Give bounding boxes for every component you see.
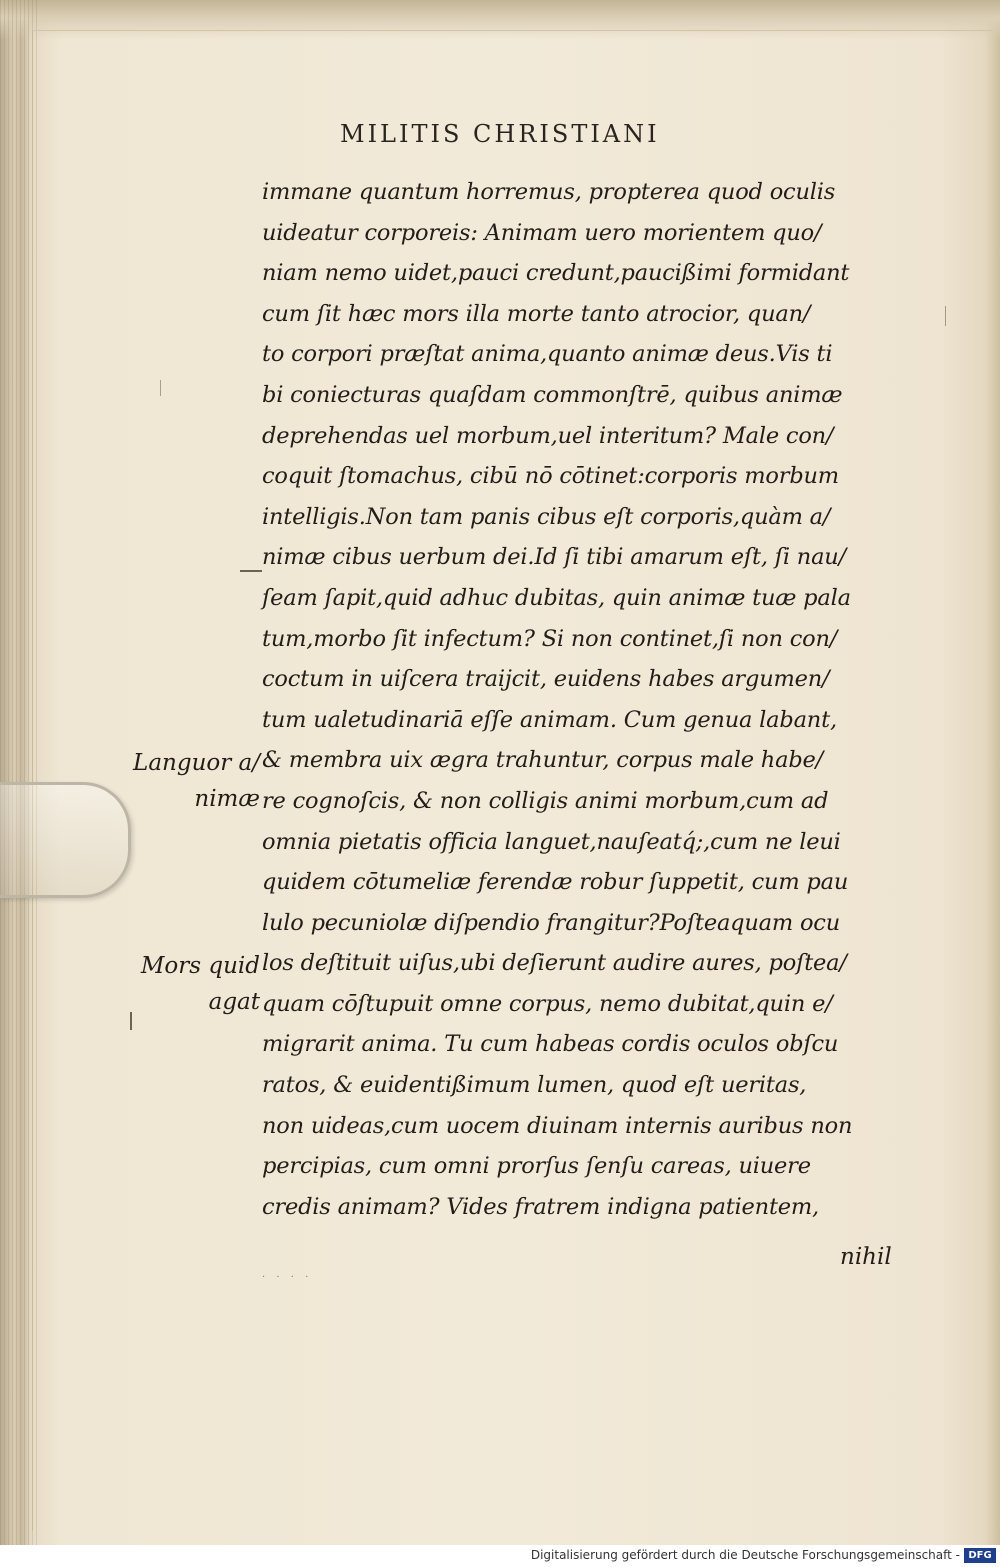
text-line: tum,morbo ſit infectum? Si non continet,ſi non con/ [262, 625, 838, 652]
text-line: immane quantum horremus, propterea quod oculis [262, 179, 836, 205]
text-line: ſeam ſapit,quid adhuc dubitas, quin animæ tuæ pala [262, 584, 851, 611]
marginal-note-languor [92, 745, 260, 817]
text-line: niam nemo uidet,pauci credunt,paucißimi formidant [262, 260, 850, 287]
marginal-note-mors [92, 948, 260, 1020]
text-line: bi coniecturas quaſdam commonſtrē, quibus animæ [262, 381, 843, 408]
text-line: nimæ cibus uerbum dei.Id ſi tibi amarum eſt, ſi nau/ [262, 544, 846, 571]
marginal-note-line: agat [208, 989, 260, 1015]
margin-tick-mark [160, 380, 161, 396]
text-line: ratos, & euidentißimum lumen, quod eſt ueritas, [262, 1072, 807, 1099]
margin-tick-mark [945, 306, 946, 326]
text-line: intelligis.Non tam panis cibus eſt corporis,quàm a/ [262, 503, 831, 530]
text-line: deprehendas uel morbum,uel interitum? Male con/ [262, 422, 834, 449]
text-line: lulo pecuniolæ diſpendio frangitur?Poſteaquam ocu [262, 909, 841, 936]
margin-dash-mark [240, 570, 262, 572]
text-line: coquit ſtomachus, cibū nō cōtinet:corporis morbum [262, 463, 839, 490]
footer-credit: Digitalisierung gefördert durch die Deutsche Forschungsgemeinschaft - [530, 1548, 960, 1562]
catchword: nihil [840, 1244, 892, 1270]
text-line: & membra uix ægra trahuntur, corpus male habe/ [262, 747, 824, 774]
text-line: los deſtituit uiſus,ubi deſierunt audire aures, poſtea/ [262, 950, 847, 977]
text-line: credis animam? Vides fratrem indigna patientem, [262, 1193, 819, 1220]
ink-specks: · · · · [262, 1272, 313, 1283]
running-head: MILITIS CHRISTIANI [340, 120, 660, 148]
marginal-note-line: Languor a/ [133, 750, 260, 776]
text-line: to corpori præſtat anima,quanto animæ deus.Vis ti [262, 341, 833, 368]
footer-bar [0, 1545, 1000, 1567]
marginal-note-line: nimæ [194, 786, 260, 812]
text-line: re cognoſcis, & non colligis animi morbum,cum ad [262, 787, 829, 814]
margin-tick-mark [130, 1012, 132, 1030]
text-block [262, 172, 922, 1227]
text-line: tum ualetudinariā eſſe animam. Cum genua labant, [262, 706, 837, 733]
dfg-logo-icon: DFG [964, 1548, 996, 1563]
text-line: uideatur corporeis: Animam uero morientem quo/ [262, 219, 822, 246]
text-line: omnia pietatis officia languet,nauſeatq́;,cum ne leui [262, 828, 841, 855]
text-line: cum ſit hæc mors illa morte tanto atrocior, quan/ [262, 300, 811, 327]
text-line: migrarit anima. Tu cum habeas cordis oculos obſcu [262, 1031, 839, 1058]
text-line: coctum in uiſcera traijcit, euidens habes argumen/ [262, 666, 830, 693]
text-line: percipias, cum omni prorſus ſenſu careas, uiuere [262, 1153, 811, 1180]
text-line: quam cōſtupuit omne corpus, nemo dubitat,quin e/ [262, 990, 833, 1017]
text-line: non uideas,cum uocem diuinam internis auribus non [262, 1112, 853, 1139]
marginal-note-line: Mors quid [140, 953, 260, 979]
text-line: quidem cōtumeliæ ferendæ robur ſuppetit, cum pau [262, 869, 849, 896]
